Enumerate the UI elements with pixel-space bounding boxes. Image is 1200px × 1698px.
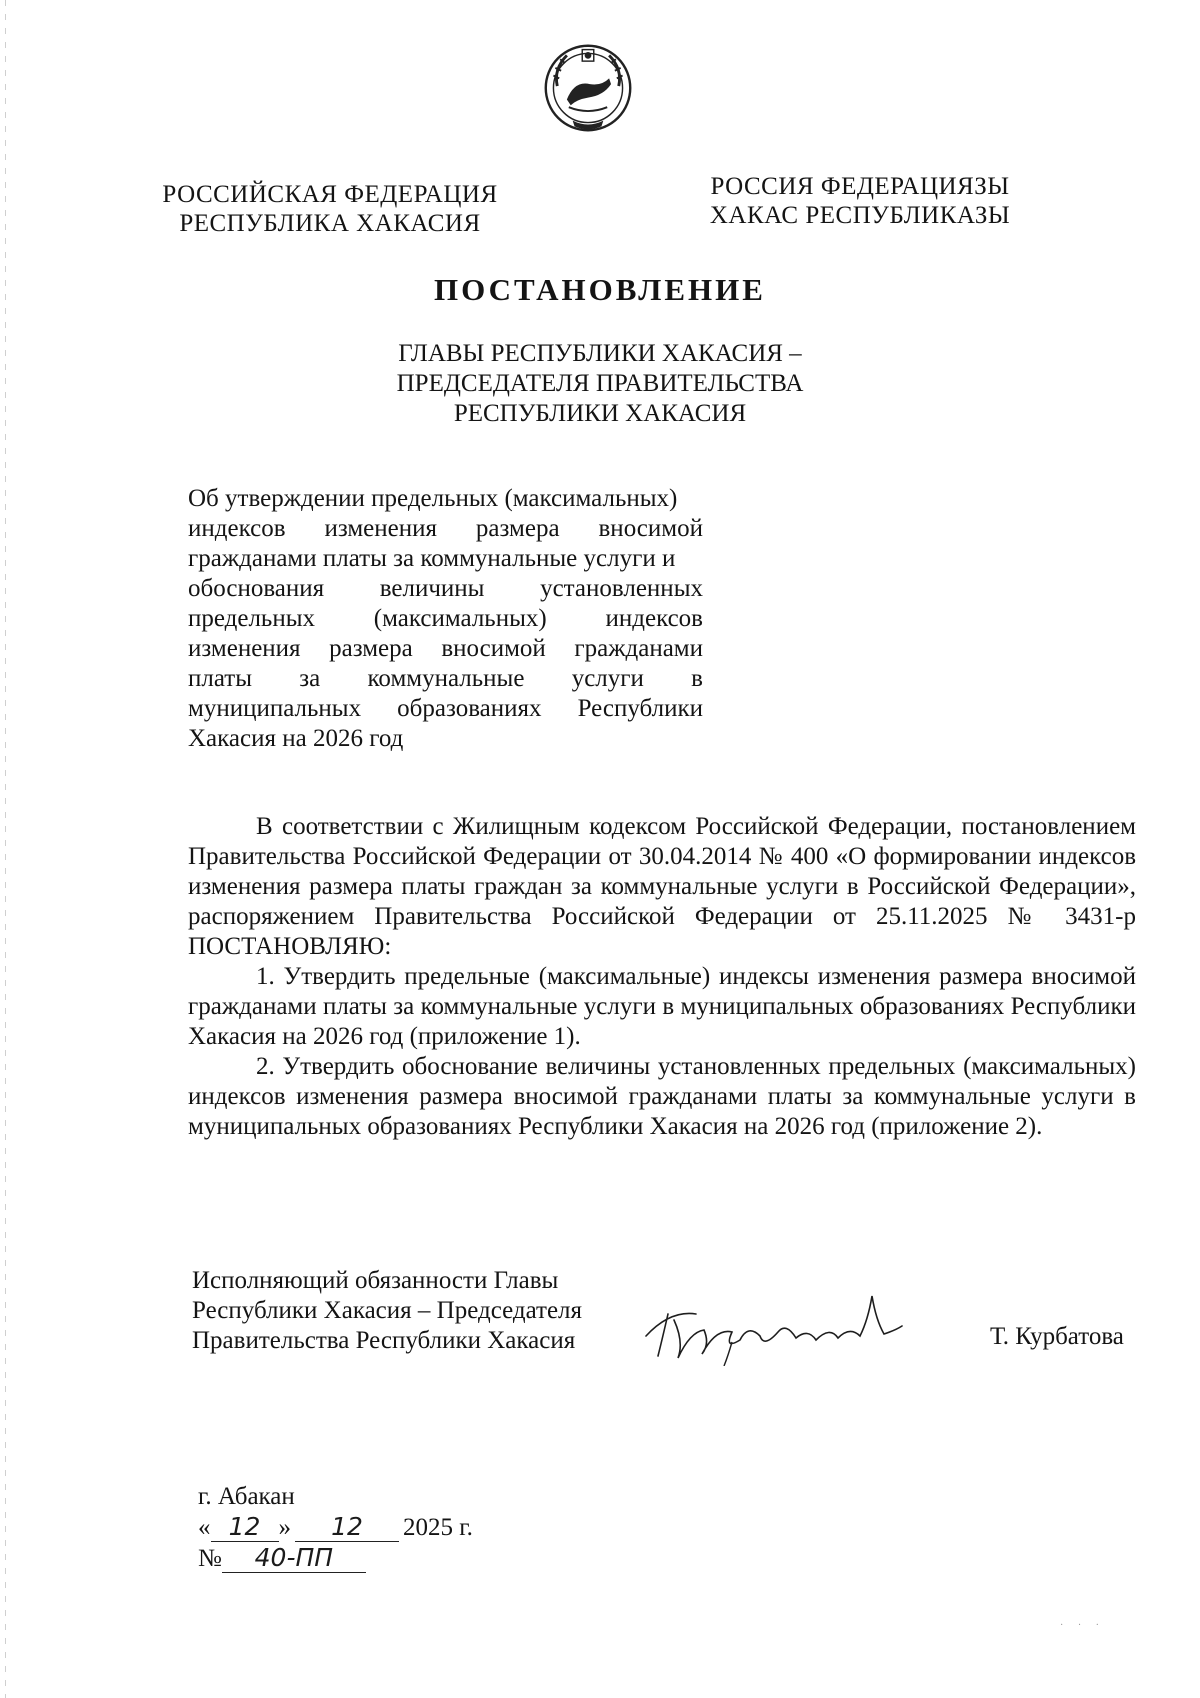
header-left-line: РЕСПУБЛИКА ХАКАСИЯ <box>179 210 481 237</box>
subject-line: изменения размера вносимой гражданами <box>188 635 703 662</box>
issuer-block <box>0 339 1200 429</box>
subject-line: Об утверждении предельных (максимальных) <box>188 485 678 512</box>
coat-of-arms-emblem <box>540 40 636 136</box>
issuer-line: ПРЕДСЕДАТЕЛЯ ПРАВИТЕЛЬСТВА <box>396 370 804 397</box>
body-paragraph-preamble: В соответствии с Жилищным кодексом Российской Федерации, постановлением Правительства Российской Федерации от 30.04.2014 № 400 «О формировании индексов изменения размера платы граждан за коммунальные услуги в Российской Федерации», распоряжением Правительства Российской Федерации от 25.11.2025 № 3431-р ПОСТАНОВЛЯЮ: <box>188 813 1136 960</box>
header-right <box>700 172 1020 230</box>
header-left <box>160 180 500 238</box>
scan-edge <box>5 0 6 1698</box>
subject-line: гражданами платы за коммунальные услуги и <box>188 545 676 572</box>
place-of-signing: г. Абакан <box>198 1483 295 1510</box>
body-text <box>188 812 1136 1142</box>
subject-line: муниципальных образованиях Республики <box>188 695 703 722</box>
subject-line: индексов изменения размера вносимой <box>188 515 703 542</box>
signatory-name: Т. Курбатова <box>990 1323 1124 1350</box>
signatory-position-line: Исполняющий обязанности Главы <box>192 1267 559 1294</box>
subject-line: платы за коммунальные услуги в <box>188 665 703 692</box>
document-number: 40-ПП <box>222 1543 366 1573</box>
body-paragraph-item-1: 1. Утвердить предельные (максимальные) индексы изменения размера вносимой гражданами платы за коммунальные услуги в муниципальных образованиях Республики Хакасия на 2026 год (приложение 1). <box>188 963 1136 1050</box>
number-line <box>198 1543 366 1573</box>
document-title: ПОСТАНОВЛЕНИЕ <box>434 272 766 307</box>
date-day: 12 <box>211 1512 279 1542</box>
scan-dots: · · · <box>1060 1620 1105 1631</box>
header-right-line: ХАКАС РЕСПУБЛИКАЗЫ <box>709 202 1011 229</box>
handwritten-signature <box>640 1280 910 1366</box>
signatory-position-line: Правительства Республики Хакасия <box>192 1327 576 1354</box>
date-quote-close: » <box>278 1514 291 1541</box>
date-year: 2025 г. <box>403 1514 473 1541</box>
signatory-position <box>192 1266 582 1356</box>
body-paragraph-item-2: 2. Утвердить обоснование величины установленных предельных (максимальных) индексов изменения размера вносимой гражданами платы за коммунальные услуги в муниципальных образованиях Республики Хакасия на 2026 год (приложение 2). <box>188 1053 1136 1140</box>
header-right-line: РОССИЯ ФЕДЕРАЦИЯЗЫ <box>710 173 1010 200</box>
issuer-line: ГЛАВЫ РЕСПУБЛИКИ ХАКАСИЯ – <box>398 340 802 367</box>
date-quote-open: « <box>198 1514 211 1541</box>
header-left-line: РОССИЙСКАЯ ФЕДЕРАЦИЯ <box>162 181 498 208</box>
subject-line: предельных (максимальных) индексов <box>188 605 703 632</box>
issuer-line: РЕСПУБЛИКИ ХАКАСИЯ <box>453 400 747 427</box>
subject-block <box>188 484 703 754</box>
subject-line: обоснования величины установленных <box>188 575 703 602</box>
number-sign: № <box>198 1545 222 1572</box>
date-month: 12 <box>295 1512 399 1542</box>
subject-line: Хакасия на 2026 год <box>188 725 404 752</box>
date-line <box>198 1512 473 1542</box>
signatory-position-line: Республики Хакасия – Председателя <box>192 1297 583 1324</box>
